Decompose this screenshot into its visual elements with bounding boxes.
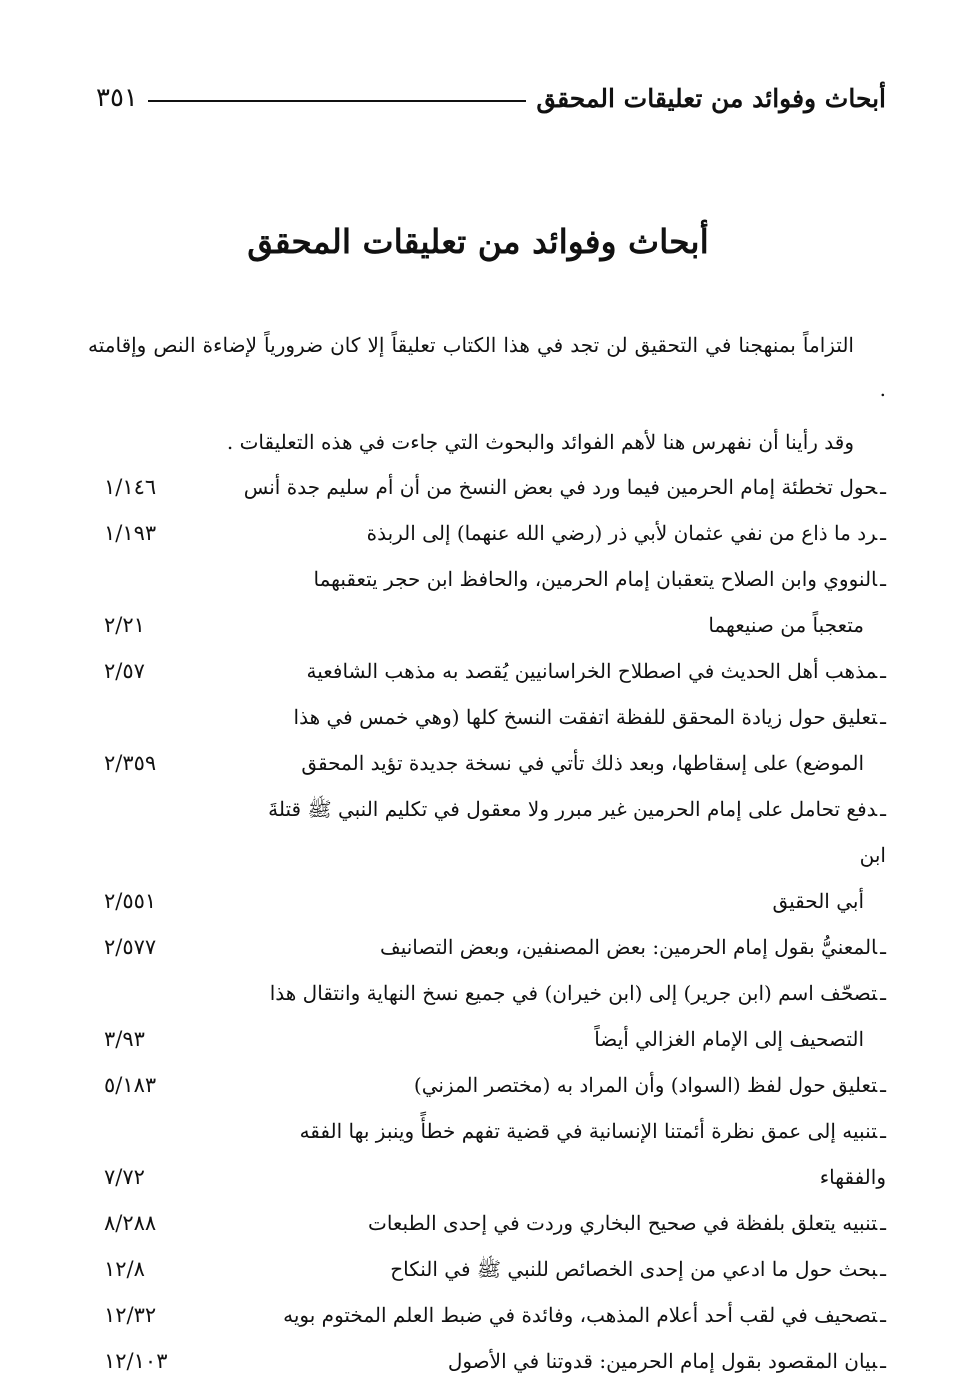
entry-text	[236, 970, 886, 1062]
entry-reference: ٢/٥٧	[104, 659, 145, 683]
entry-reference: ١/١٤٦	[104, 475, 157, 499]
entry-dash: ـ	[880, 521, 886, 545]
entry-dash: ـ	[880, 1349, 886, 1373]
list-item	[96, 1108, 886, 1200]
list-item	[96, 1292, 886, 1338]
entry-reference: ٢/٥٥١	[104, 889, 157, 913]
entry-reference: ١٢/٣٢	[104, 1303, 157, 1327]
entry-dash: ـ	[880, 659, 886, 683]
entry-dash: ـ	[880, 1303, 886, 1327]
entry-line-1: بحث حول ما ادعي من إحدى الخصائص للنبي ﷺ في النكاح	[390, 1257, 878, 1281]
entry-text	[236, 1062, 886, 1108]
entry-line-2: متعجباً من صنيعهما	[708, 613, 864, 637]
entry-line	[448, 1349, 886, 1373]
entry-dash: ـ	[880, 1257, 886, 1281]
entry-text	[236, 510, 886, 556]
entry-text	[236, 1200, 886, 1246]
entry-line	[283, 1303, 886, 1327]
entry-dash: ـ	[880, 981, 886, 1005]
entry-dash: ـ	[880, 705, 886, 729]
list-item	[96, 1246, 886, 1292]
entry-line-1: دفع تحامل على إمام الحرمين غير مبرر ولا معقول في تكليم النبي ﷺ قتلةَ ابن	[268, 797, 886, 867]
entry-dash: ـ	[880, 797, 886, 821]
page-number: ٣٥١	[96, 83, 138, 113]
entry-reference: ١٢/٨	[104, 1257, 145, 1281]
entry-dash: ـ	[880, 567, 886, 591]
running-title: أبحاث وفوائد من تعليقات المحقق	[536, 83, 886, 113]
entry-line	[390, 1257, 886, 1281]
intro-paragraph: التزاماً بمنهجنا في التحقيق لن تجد في هذا الكتاب تعليقاً إلا كان ضرورياً لإضاءة النص وإقامته .	[88, 333, 886, 401]
entry-dash: ـ	[880, 1211, 886, 1235]
entry-reference: ٢/٥٧٧	[104, 935, 157, 959]
entry-dash: ـ	[880, 1073, 886, 1097]
entry-line-2: أبي الحقيق	[772, 889, 864, 913]
list-item	[96, 970, 886, 1062]
entry-reference: ١٢/١٠٣	[104, 1349, 168, 1373]
entry-text	[236, 1246, 886, 1292]
list-item	[96, 786, 886, 924]
entry-text	[236, 1338, 886, 1384]
entry-text	[236, 786, 886, 924]
running-header	[96, 76, 886, 120]
entry-line-1: تصحيف في لقب أحد أعلام المذهب، وفائدة في ضبط العلم المختوم بويه	[283, 1303, 878, 1327]
entry-text	[236, 464, 886, 510]
header-rule	[148, 100, 526, 102]
entry-reference: ١/١٩٣	[104, 521, 157, 545]
entry-line-1: مذهب أهل الحديث في اصطلاح الخراسانيين يُقصد به مذهب الشافعية	[306, 659, 878, 683]
entry-line	[367, 521, 886, 545]
entry-text	[236, 694, 886, 786]
entry-line	[414, 1073, 886, 1097]
entry-line	[244, 475, 886, 499]
entry-line	[300, 1119, 886, 1189]
entry-line-1: تنبيه يتعلق بلفظة في صحيح البخاري وردت في إحدى الطبعات	[367, 1211, 878, 1235]
entry-line-1: تعليق حول زيادة المحقق للفظة اتفقت النسخ كلها (وهي خمس في هذا	[293, 705, 878, 729]
list-item	[96, 694, 886, 786]
entry-text	[236, 648, 886, 694]
entry-dash: ـ	[880, 935, 886, 959]
entry-reference: ٣/٩٣	[104, 1027, 145, 1051]
page-title: أبحاث وفوائد من تعليقات المحقق	[247, 222, 709, 261]
list-item	[96, 1338, 886, 1384]
list-item	[96, 1200, 886, 1246]
entry-reference: ٧/٧٢	[104, 1165, 145, 1189]
entry-line-1: تنبيه إلى عمق نظرة أئمتنا الإنسانية في قضية تفهم خطأً وينبز بها الفقه والفقهاء	[299, 1119, 886, 1189]
entry-line-1: المعنيُّ بقول إمام الحرمين: بعض المصنفين، وبعض التصانيف	[379, 935, 878, 959]
entry-line	[368, 1211, 886, 1235]
list-item	[96, 648, 886, 694]
entry-text	[236, 1108, 886, 1200]
entry-reference: ٢/٢١	[104, 613, 145, 637]
list-item	[96, 556, 886, 648]
entry-dash: ـ	[880, 475, 886, 499]
entry-line	[270, 981, 886, 1005]
entry-line-1: رد ما ذاع من نفي عثمان لأبي ذر (رضي الله عنهما) إلى الربذة	[366, 521, 878, 545]
entry-reference: ٢/٣٥٩	[104, 751, 157, 775]
entry-line-1: تعليق حول لفظ (السواد) وأن المراد به (مختصر المزني)	[413, 1073, 878, 1097]
entry-line-1: النووي وابن الصلاح يتعقبان إمام الحرمين، والحافظ ابن حجر يتعقبهما	[313, 567, 878, 591]
entry-line	[313, 567, 886, 591]
entry-line-1: تصحّف اسم (ابن جرير) إلى (ابن خيران) في جميع نسخ النهاية وانتقال هذا	[269, 981, 878, 1005]
entry-line	[307, 659, 886, 683]
entry-line-2: الموضع) على إسقاطها، وبعد ذلك تأتي في نسخة جديدة تؤيد المحقق	[301, 751, 864, 775]
intro-paragraph: وقد رأينا أن نفهرس هنا لأهم الفوائد والبحوث التي جاءت في هذه التعليقات .	[226, 430, 854, 454]
entry-line	[380, 935, 886, 959]
entry-reference: ٨/٢٨٨	[104, 1211, 157, 1235]
list-item	[96, 1062, 886, 1108]
entry-line-1: حول تخطئة إمام الحرمين فيما ورد في بعض النسخ من أن أم سليم جدة أنس	[243, 475, 878, 499]
entries-list	[96, 464, 886, 1384]
entry-dash: ـ	[880, 1119, 886, 1143]
entry-line-2: التصحيف إلى الإمام الغزالي أيضاً	[594, 1027, 864, 1051]
entry-line-1: بيان المقصود بقول إمام الحرمين: قدوتنا في الأصول	[447, 1349, 878, 1373]
entry-text	[236, 924, 886, 970]
list-item	[96, 924, 886, 970]
list-item	[96, 510, 886, 556]
list-item	[96, 464, 886, 510]
entry-line	[268, 797, 886, 867]
entry-reference: ٥/١٨٣	[104, 1073, 157, 1097]
entry-text	[236, 556, 886, 648]
entry-line	[294, 705, 886, 729]
entry-text	[236, 1292, 886, 1338]
